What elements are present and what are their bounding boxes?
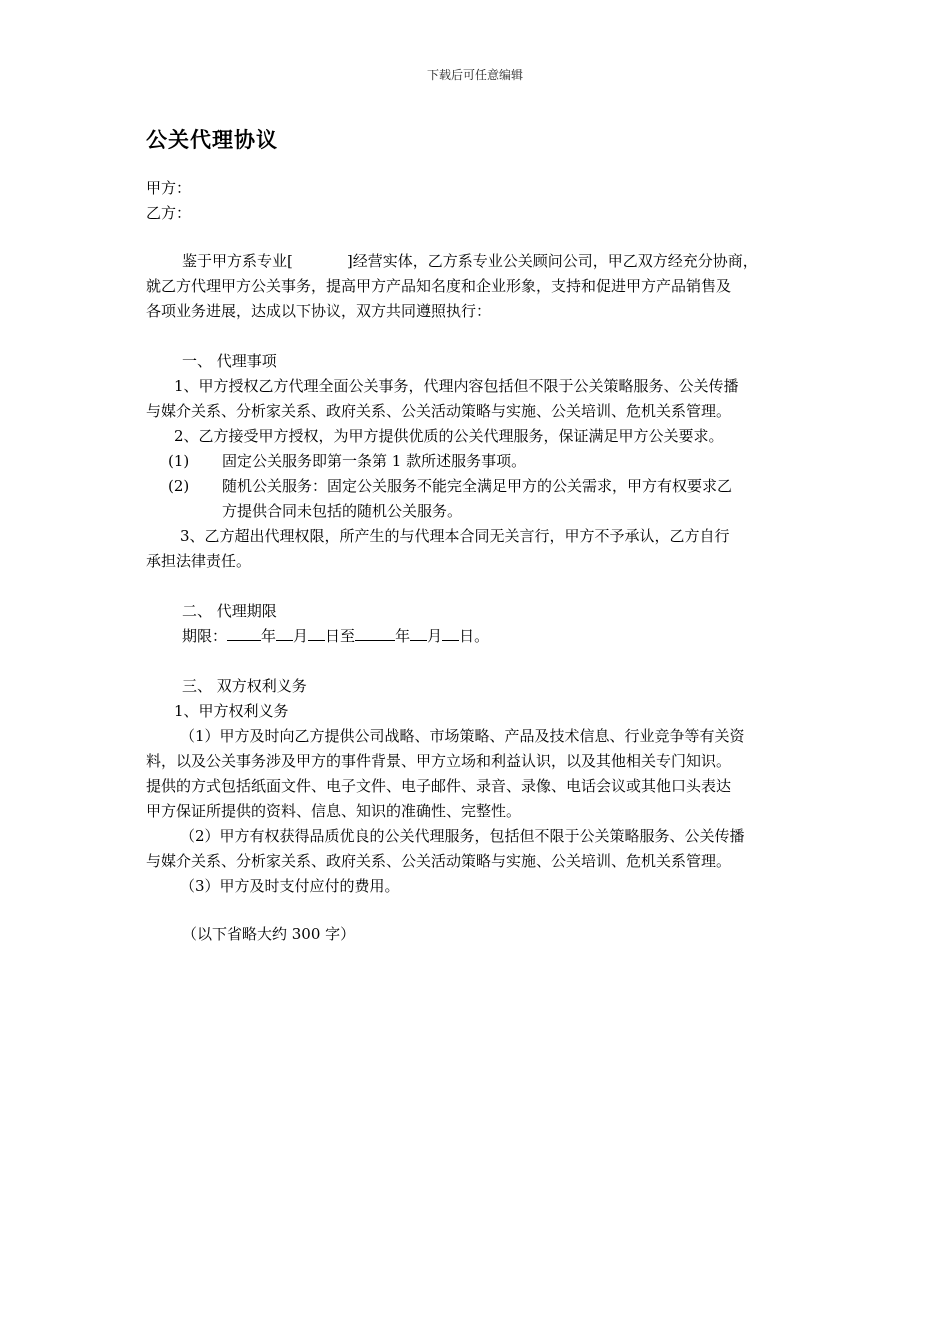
term-label: 期限： — [182, 627, 228, 645]
section-2-heading: 二、 代理期限 — [182, 602, 277, 620]
blank-end-day — [442, 625, 459, 641]
term-month-label: 月 — [293, 627, 309, 645]
section-1-sub-2-line-2: 方提供合同未包括的随机公关服务。 — [222, 502, 463, 520]
preamble-line-3: 各项业务进展，达成以下协议，双方共同遵照执行： — [146, 302, 492, 320]
section-1-sub-1-text: 固定公关服务即第一条第 1 款所述服务事项。 — [222, 452, 527, 470]
section-1-item-1-line-2: 与媒介关系、分析家关系、政府关系、公关活动策略与实施、公关培训、危机关系管理。 — [146, 402, 732, 420]
term-year-label: 年 — [261, 627, 277, 645]
section-3-p1-line-2: 料，以及公关事务涉及甲方的事件背景、甲方立场和利益认识，以及其他相关专门知识。 — [146, 752, 732, 770]
section-3-p1-line-3: 提供的方式包括纸面文件、电子文件、电子邮件、录音、录像、电话会议或其他口头表达 — [146, 777, 732, 795]
preamble-text-b: ]经营实体，乙方系专业公关顾问公司，甲乙双方经充分协商， — [346, 252, 758, 270]
party-b-label: 乙方： — [146, 204, 192, 222]
preamble-line-2: 就乙方代理甲方公关事务，提高甲方产品知名度和企业形象，支持和促进甲方产品销售及 — [146, 277, 732, 295]
blank-start-year — [227, 625, 261, 641]
blank-end-month — [410, 625, 427, 641]
section-3-sub-heading: 1、甲方权利义务 — [174, 702, 289, 720]
section-1-item-3-line-1: 3、乙方超出代理权限，所产生的与代理本合同无关言行，甲方不予承认，乙方自行 — [180, 527, 730, 545]
section-3-heading: 三、 双方权利义务 — [182, 677, 307, 695]
term-line — [182, 624, 489, 649]
section-3-p2-line-2: 与媒介关系、分析家关系、政府关系、公关活动策略与实施、公关培训、危机关系管理。 — [146, 852, 732, 870]
document-title: 公关代理协议 — [146, 128, 278, 152]
section-1-heading: 一、 代理事项 — [182, 352, 277, 370]
term-end-day-label: 日。 — [459, 627, 490, 645]
section-1-sub-1-number: (1) — [168, 452, 190, 470]
section-3-p2-line-1: （2）甲方有权获得品质优良的公关代理服务，包括但不限于公关策略服务、公关传播 — [180, 827, 745, 845]
preamble-line-1 — [182, 249, 758, 274]
section-3-p1-line-4: 甲方保证所提供的资料、信息、知识的准确性、完整性。 — [146, 802, 522, 820]
section-1-sub-2-number: (2) — [168, 477, 190, 495]
section-1-item-2: 2、乙方接受甲方授权，为甲方提供优质的公关代理服务，保证满足甲方公关要求。 — [174, 427, 724, 445]
omitted-content-note: （以下省略大约 300 字） — [182, 925, 356, 943]
blank-end-year — [355, 625, 395, 641]
section-3-p1-line-1: （1）甲方及时向乙方提供公司战略、市场策略、产品及技术信息、行业竞争等有关资 — [180, 727, 745, 745]
term-day-to-label: 日至 — [325, 627, 356, 645]
section-1-item-3-line-2: 承担法律责任。 — [146, 552, 252, 570]
blank-start-day — [308, 625, 325, 641]
party-a-label: 甲方： — [146, 179, 192, 197]
section-1-item-1-line-1: 1、甲方授权乙方代理全面公关事务，代理内容包括但不限于公关策略服务、公关传播 — [174, 377, 739, 395]
section-3-p3: （3）甲方及时支付应付的费用。 — [180, 877, 400, 895]
header-note: 下载后可任意编辑 — [426, 68, 523, 82]
blank-start-month — [276, 625, 293, 641]
section-1-sub-2-line-1: 随机公关服务：固定公关服务不能完全满足甲方的公关需求，甲方有权要求乙 — [222, 477, 733, 495]
preamble-text-a: 鉴于甲方系专业[ — [182, 252, 293, 270]
term-end-month-label: 月 — [427, 627, 443, 645]
term-end-year-label: 年 — [395, 627, 411, 645]
